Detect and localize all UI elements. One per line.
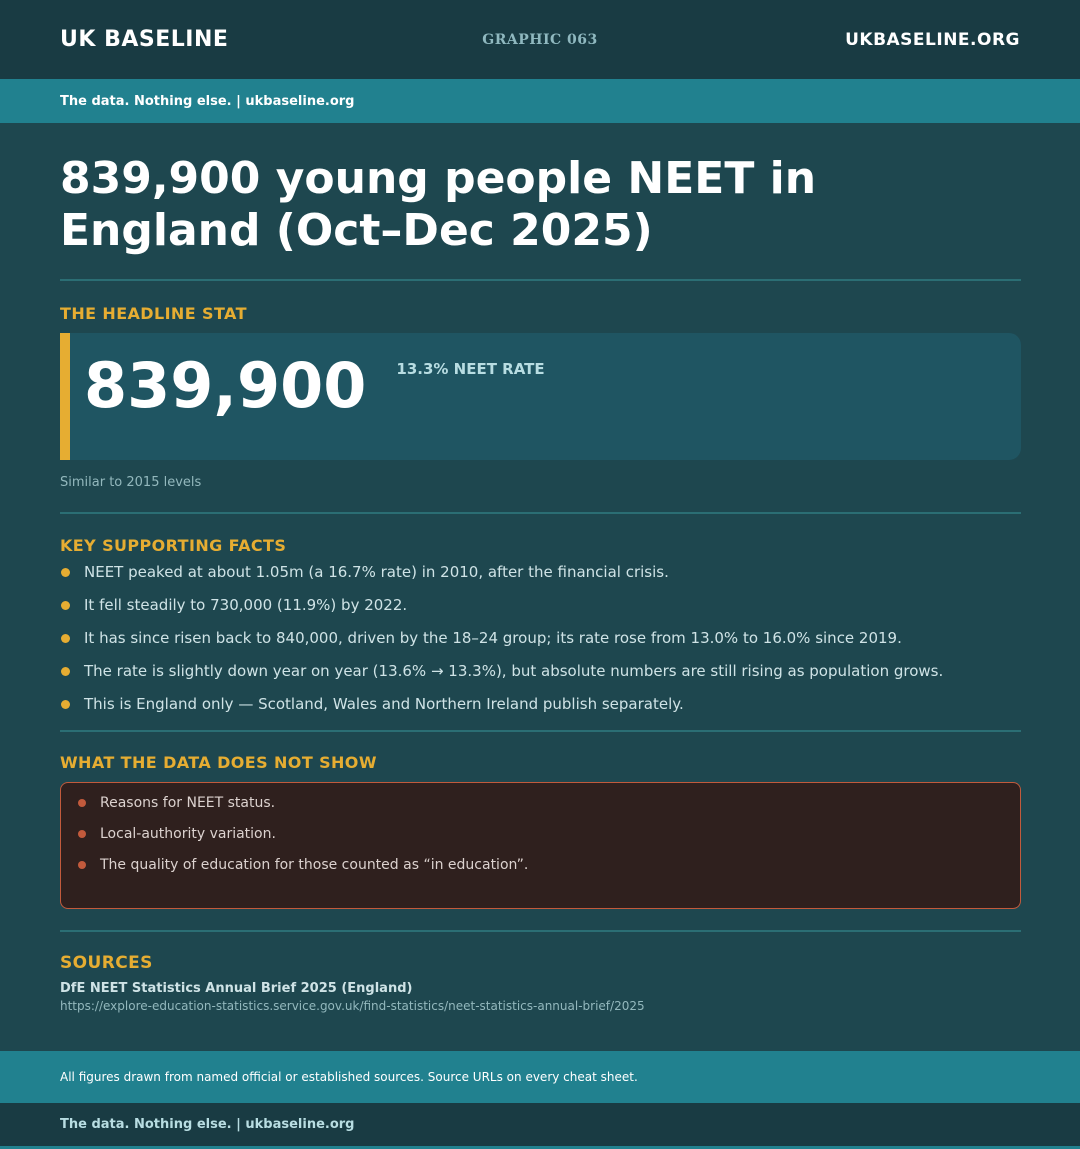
list-item [60,695,1021,728]
list-item [60,596,1021,629]
headline-value: 839,900 [84,349,367,422]
sources-section-heading: SOURCES [60,953,153,973]
disclaimer-bar [0,1051,1080,1103]
disclaimer-text: All figures drawn from named official or established sources. Source URLs on every cheat sheet. [60,1070,638,1084]
divider [60,279,1021,281]
footer-text: The data. Nothing else. | ukbaseline.org [60,1117,355,1132]
bullet-dot-icon [78,861,86,869]
list-item [77,856,1020,887]
list-item [60,629,1021,662]
site-link[interactable]: UKBASELINE.ORG [845,29,1020,50]
divider [60,930,1021,932]
top-bar [0,0,1080,79]
bullet-dot-icon [78,799,86,807]
bullet-dot-icon [61,568,70,577]
source-url-link[interactable]: https://explore-education-statistics.service.gov.uk/find-statistics/neet-statistics-annual-brief/2025 [60,999,645,1013]
neet-rate-label: 13.3% NEET RATE [396,360,545,378]
divider [60,512,1021,514]
source-title: DfE NEET Statistics Annual Brief 2025 (England) [60,981,413,996]
list-item [77,794,1020,825]
fact-text: The rate is slightly down year on year (13.6% → 13.3%), but absolute numbers are still rising as population grows. [84,662,944,680]
fact-text: NEET peaked at about 1.05m (a 16.7% rate) in 2010, after the financial crisis. [84,563,669,581]
brand-name: UK BASELINE [60,27,229,52]
list-item [60,662,1021,695]
list-item [60,563,1021,596]
headline-stat-card [60,333,1021,460]
facts-list [60,563,1021,728]
page-title: 839,900 young people NEET in England (Oct–Dec 2025) [60,153,817,256]
limitation-text: Reasons for NEET status. [100,795,276,811]
limitation-text: The quality of education for those counted as “in education”. [100,857,529,873]
graphic-number: GRAPHIC 063 [482,31,598,48]
fact-text: It fell steadily to 730,000 (11.9%) by 2022. [84,596,408,614]
main-content [0,153,1080,1013]
fact-text: It has since risen back to 840,000, driven by the 18–24 group; its rate rose from 13.0% to 16.0% since 2019. [84,629,902,647]
headline-context: Similar to 2015 levels [60,475,202,490]
limitations-box [60,782,1021,909]
bullet-dot-icon [61,601,70,610]
bullet-dot-icon [78,830,86,838]
list-item [77,825,1020,856]
limitations-list [77,794,1020,887]
divider [60,730,1021,732]
headline-section-heading: THE HEADLINE STAT [60,304,247,323]
bullet-dot-icon [61,700,70,709]
limitations-section-heading: WHAT THE DATA DOES NOT SHOW [60,753,377,772]
bullet-dot-icon [61,634,70,643]
fact-text: This is England only — Scotland, Wales and Northern Ireland publish separately. [84,695,684,713]
footer-bar [0,1103,1080,1149]
bullet-dot-icon [61,667,70,676]
tagline-bar [0,79,1080,123]
facts-section-heading: KEY SUPPORTING FACTS [60,536,287,555]
limitation-text: Local-authority variation. [100,826,276,842]
tagline: The data. Nothing else. | ukbaseline.org [60,93,355,109]
